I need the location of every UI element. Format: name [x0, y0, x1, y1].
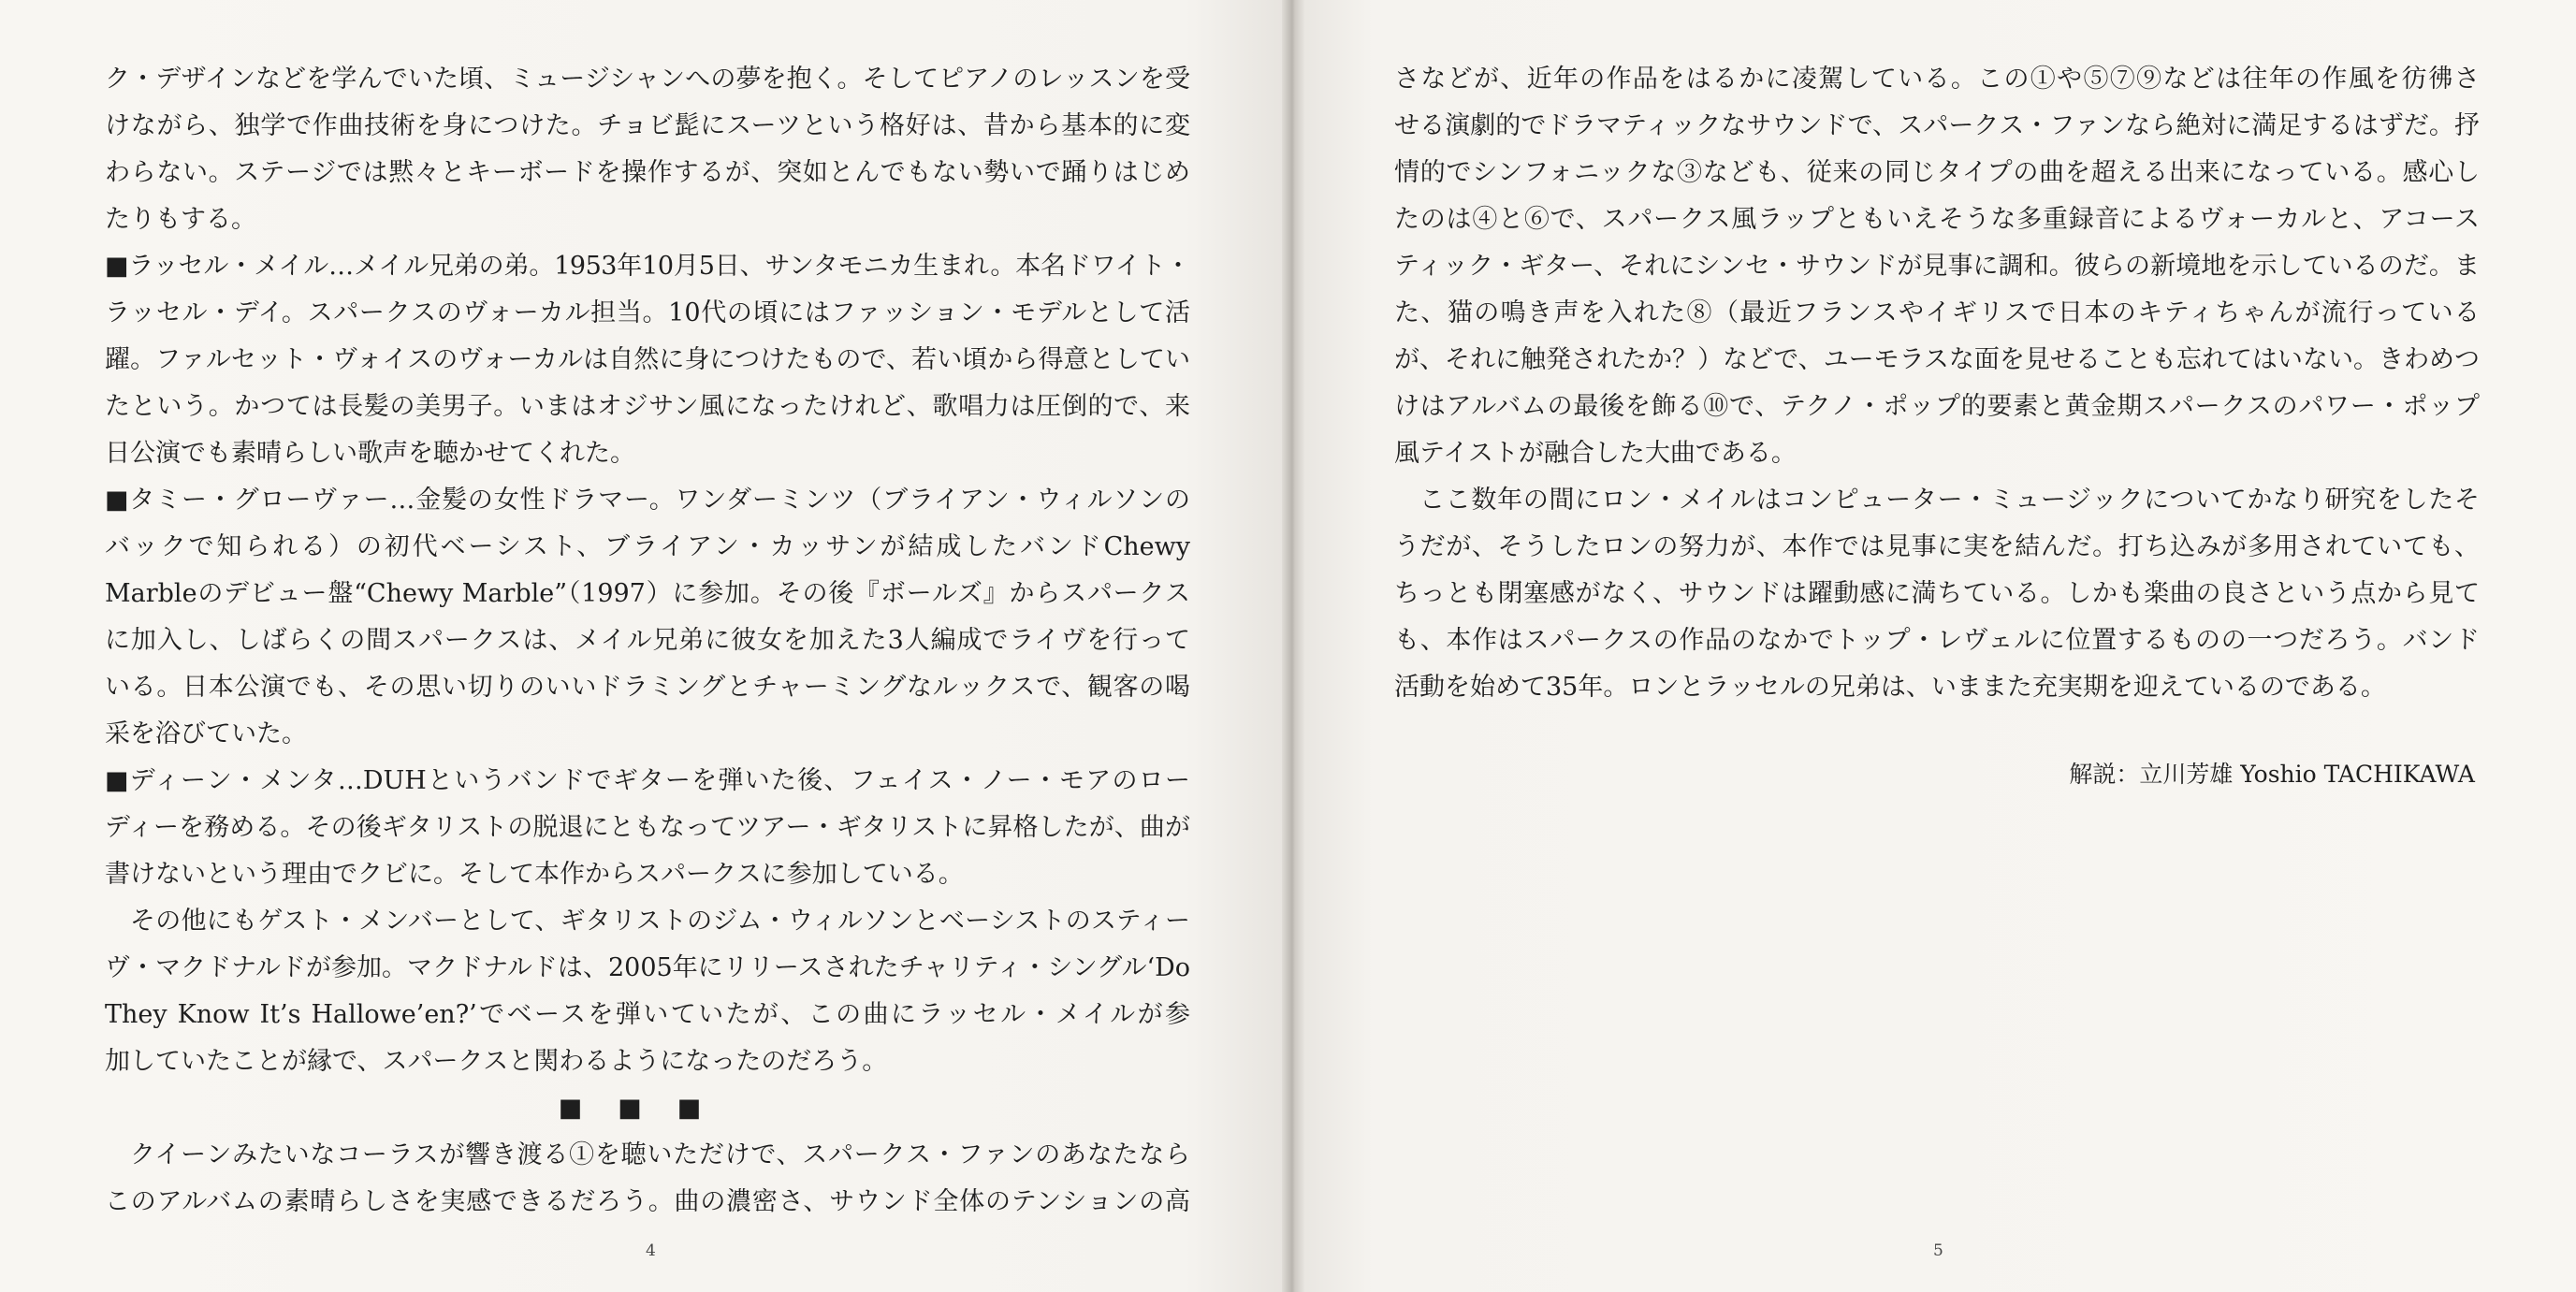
left-line-3: わらない。ステージでは黙々とキーボードを操作するが、突如とんでもない勢いで踊りはじめ — [105, 158, 1190, 187]
right-line-5: ティック・ギター、それにシンセ・サウンドが見事に調和。彼らの新境地を示しているのだ。ま — [1394, 252, 2480, 281]
right-line-14: 活動を始めて35年。ロンとラッセルの兄弟は、いままた充実期を迎えているのである。 — [1394, 673, 2386, 702]
left-line-5: ■ラッセル・メイル…メイル兄弟の弟。1953年10月5日、サンタモニカ生まれ。本名ドワイト・ — [105, 252, 1190, 281]
left-line-11: バックで知られる）の初代ベーシスト、ブライアン・カッサンが結成したバンドChewy — [105, 532, 1190, 561]
left-line-15: 采を浴びていた。 — [105, 719, 307, 748]
left-line-17: ディーを務める。その後ギタリストの脱退にともなってツアー・ギタリストに昇格したが、曲が — [105, 813, 1190, 842]
right-line-9: 風テイストが融合した大曲である。 — [1394, 439, 1797, 468]
book-gutter — [1282, 0, 1304, 1292]
right-line-2: せる演劇的でドラマティックなサウンドで、スパークス・ファンなら絶対に満足するはずだ。抒 — [1394, 111, 2480, 140]
right-line-10: ここ数年の間にロン・メイルはコンピューター・ミュージックについてかなり研究をしたそ — [1419, 486, 2480, 515]
page-number-right: 5 — [1933, 1241, 1943, 1260]
left-line-14: いる。日本公演でも、その思い切りのいいドラミングとチャーミングなルックスで、観客の喝 — [105, 673, 1190, 702]
right-line-11: うだが、そうしたロンの努力が、本作では見事に実を結んだ。打ち込みが多用されていても、 — [1394, 532, 2480, 561]
left-line-19: その他にもゲスト・メンバーとして、ギタリストのジム・ウィルソンとベーシストのスティー — [130, 907, 1190, 936]
left-line-12: Marbleのデビュー盤“Chewy Marble”（1997）に参加。その後『ボールズ』からスパークス — [105, 579, 1190, 608]
left-line-20: ヴ・マクドナルドが参加。マクドナルドは、2005年にリリースされたチャリティ・シングル‘Do — [105, 953, 1190, 982]
right-line-12: ちっとも閉塞感がなく、サウンドは躍動感に満ちている。しかも楽曲の良さという点から見て — [1394, 579, 2480, 608]
left-line-8: たという。かつては長髪の美男子。いまはオジサン風になったけれど、歌唱力は圧倒的で、来 — [105, 392, 1190, 421]
left-line-4: たりもする。 — [105, 205, 256, 234]
right-line-8: けはアルバムの最後を飾る⑩で、テクノ・ポップ的要素と黄金期スパークスのパワー・ポップ — [1394, 392, 2480, 421]
right-line-1: さなどが、近年の作品をはるかに凌駕している。この①や⑤⑦⑨などは往年の作風を彷彿さ — [1394, 65, 2480, 94]
left-page-body — [105, 56, 1190, 1226]
left-line-6: ラッセル・デイ。スパークスのヴォーカル担当。10代の頃にはファッション・モデルとして活 — [105, 298, 1190, 327]
left-line-10: ■タミー・グローヴァー…金髪の女性ドラマー。ワンダーミンツ（ブライアン・ウィルソンの — [105, 486, 1190, 515]
left-line-16: ■ディーン・メンタ…DUHというバンドでギターを弾いた後、フェイス・ノー・モアのロー — [105, 766, 1190, 795]
author-credit: 解説：立川芳雄 Yoshio TACHIKAWA — [2069, 761, 2475, 788]
left-line-2: けながら、独学で作曲技術を身につけた。チョビ髭にスーツという格好は、昔から基本的に変 — [105, 111, 1190, 140]
left-line-18: 書けないという理由でクビに。そして本作からスパークスに参加している。 — [105, 860, 964, 889]
left-line-1: ク・デザインなどを学んでいた頃、ミュージシャンへの夢を抱く。そしてピアノのレッスンを受 — [105, 65, 1190, 94]
page-number-left: 4 — [646, 1241, 656, 1260]
left-line-25: このアルバムの素晴らしさを実感できるだろう。曲の濃密さ、サウンド全体のテンションの高 — [105, 1187, 1190, 1216]
left-line-21: They Know It’s Hallowe’en?’でベースを弾いていたが、この曲にラッセル・メイルが参 — [105, 1000, 1190, 1029]
left-line-13: に加入し、しばらくの間スパークスは、メイル兄弟に彼女を加えた3人編成でライヴを行って — [105, 626, 1190, 655]
right-line-7: が、それに触発されたか？）などで、ユーモラスな面を見せることも忘れてはいない。きわめつ — [1394, 345, 2480, 374]
left-line-24: クイーンみたいなコーラスが響き渡る①を聴いただけで、スパークス・ファンのあなたなら — [130, 1140, 1190, 1169]
right-line-6: た、猫の鳴き声を入れた⑧（最近フランスやイギリスで日本のキティちゃんが流行っている — [1394, 298, 2480, 327]
left-line-9: 日公演でも素晴らしい歌声を聴かせてくれた。 — [105, 439, 635, 468]
left-line-7: 躍。ファルセット・ヴォイスのヴォーカルは自然に身につけたもので、若い頃から得意としてい — [105, 345, 1190, 374]
right-page-body — [1394, 56, 2480, 711]
section-break-squares: ■■■ — [558, 1094, 737, 1123]
right-line-13: も、本作はスパークスの作品のなかでトップ・レヴェルに位置するものの一つだろう。バンド — [1394, 626, 2480, 655]
right-line-4: たのは④と⑥で、スパークス風ラップともいえそうな多重録音によるヴォーカルと、アコース — [1394, 205, 2480, 234]
right-line-3: 情的でシンフォニックな③なども、従来の同じタイプの曲を超える出来になっている。感心し — [1394, 158, 2480, 187]
left-line-22: 加していたことが縁で、スパークスと関わるようになったのだろう。 — [105, 1047, 888, 1076]
